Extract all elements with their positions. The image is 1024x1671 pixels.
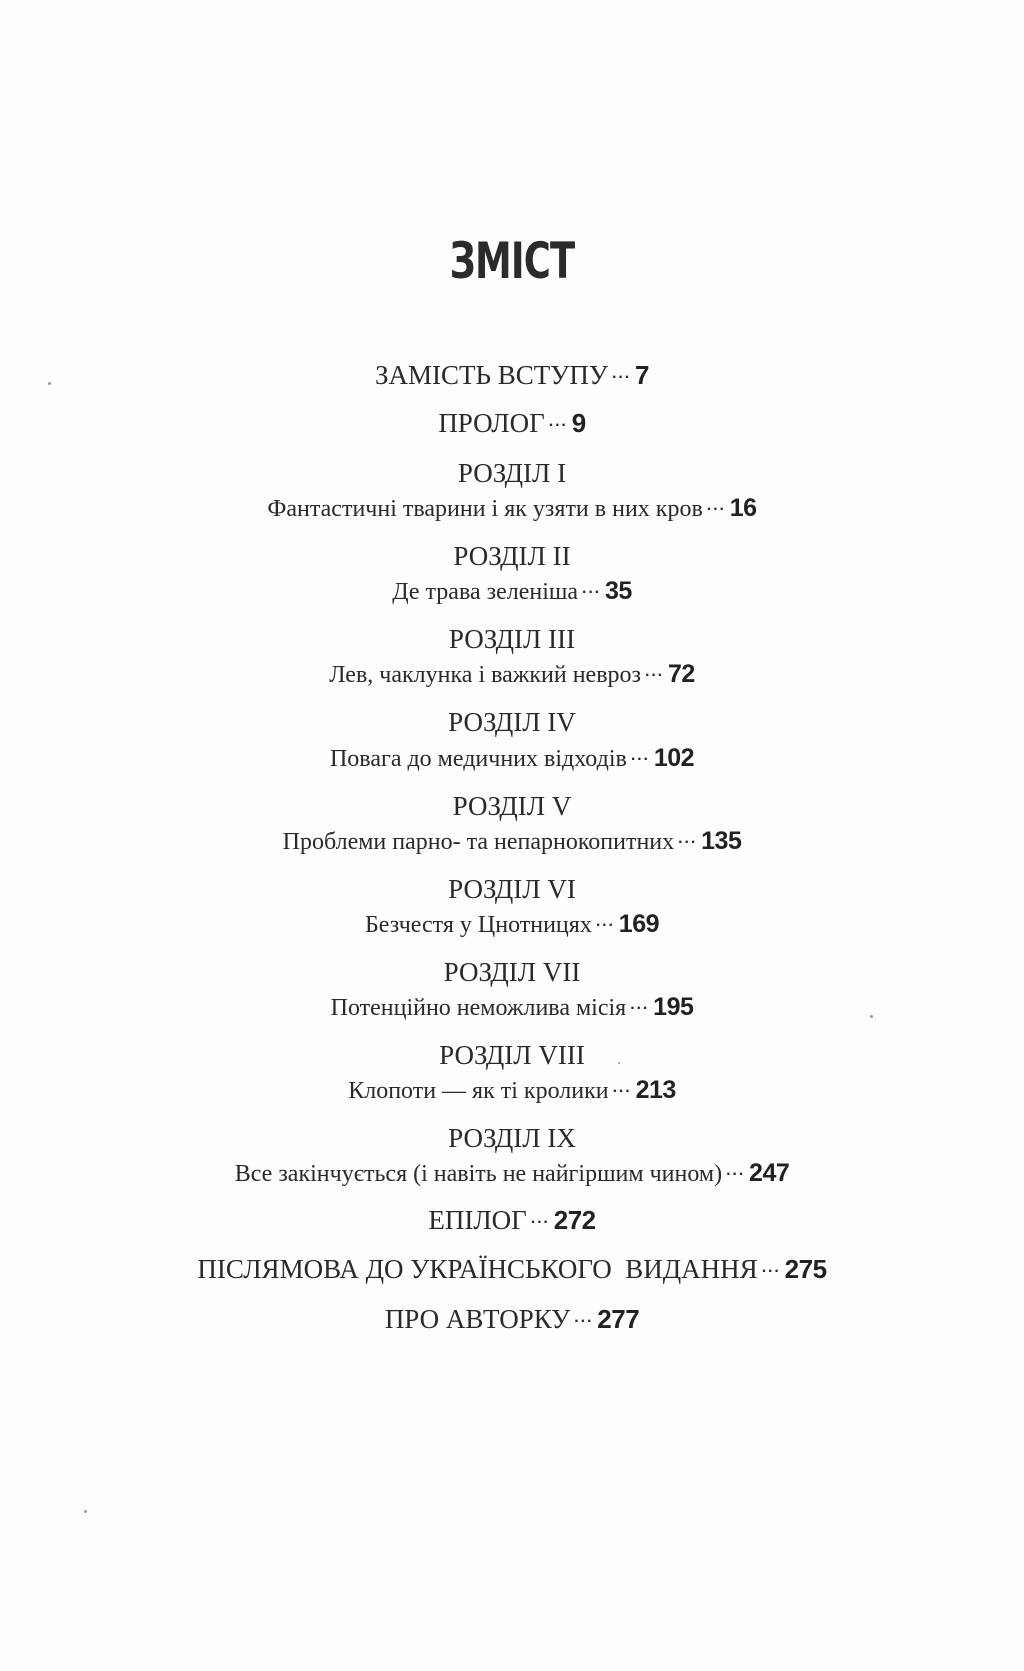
toc-page-number: 195 [653, 993, 694, 1021]
page-title: ЗМІСТ [449, 232, 575, 290]
toc-leader: ··· [761, 1262, 781, 1280]
toc-entry-chapter-8 [0, 1076, 1024, 1105]
paper-speck [870, 1015, 873, 1018]
toc-entry-chapter-3 [0, 660, 1024, 689]
toc-entry-label: Лев, чаклунка і важкий невроз [329, 662, 642, 688]
toc-chapter-heading: РОЗДІЛ II [453, 541, 571, 571]
toc-chapter-heading: РОЗДІЛ VI [448, 874, 576, 904]
toc-leader: ··· [548, 416, 568, 434]
toc-leader: ··· [612, 368, 632, 386]
paper-speck [48, 382, 51, 385]
toc-entry-label: ПРОЛОГ [438, 408, 545, 438]
toc-page-number: 72 [668, 660, 695, 688]
toc-entry-chapter-9 [0, 1159, 1024, 1188]
toc-entry-epilogue [0, 1205, 1024, 1236]
toc-leader: ··· [612, 1083, 632, 1101]
toc-leader: ··· [726, 1166, 746, 1184]
toc-leader: ··· [595, 917, 615, 935]
toc-entry-afterword [0, 1254, 1024, 1285]
toc-chapter-heading: РОЗДІЛ IX [448, 1123, 576, 1153]
toc-entry-chapter-5 [0, 827, 1024, 856]
toc-entry-label: Все закінчується (і навіть не найгіршим чином) [234, 1161, 723, 1187]
toc-page-number: 275 [784, 1254, 827, 1284]
toc-page-number: 9 [571, 408, 586, 438]
paper-speck [84, 1510, 87, 1513]
toc-leader: ··· [530, 1213, 550, 1231]
toc-entry-label: Клопоти — як ті кролики [348, 1078, 609, 1104]
toc-entry-label: Повага до медичних відходів [329, 746, 627, 772]
toc-page-number: 169 [618, 910, 660, 938]
toc-page-number: 277 [597, 1304, 640, 1334]
toc-page-number: 7 [635, 360, 649, 390]
toc-leader: ··· [645, 667, 664, 685]
toc-leader: ··· [574, 1312, 594, 1330]
toc-entry-label: ПРО АВТОРКУ [384, 1304, 571, 1334]
toc-entry-label: Де трава зеленіша [392, 579, 579, 605]
toc-page-number: 213 [635, 1076, 676, 1104]
toc-page-number: 102 [653, 744, 695, 772]
toc-leader: ··· [630, 1000, 650, 1018]
toc-leader: ··· [706, 501, 726, 519]
toc-leader: ··· [678, 834, 698, 852]
toc-leader: ··· [630, 751, 650, 769]
toc-entry-label: ПІСЛЯМОВА ДО УКРАЇНСЬКОГО ВИДАННЯ [197, 1254, 758, 1284]
toc-chapter-heading: РОЗДІЛ IV [448, 707, 576, 737]
toc-page-number: 35 [605, 577, 632, 605]
toc-entry-chapter-2 [0, 577, 1024, 606]
toc-entry-label: Потенційно неможлива місія [330, 995, 627, 1021]
toc-chapter-heading: РОЗДІЛ V [452, 791, 572, 821]
toc-entry-chapter-4 [0, 744, 1024, 773]
toc-page-number: 272 [553, 1205, 596, 1235]
toc-page-number: 16 [729, 494, 757, 522]
toc-entry-label: Проблеми парно- та непарнокопитних [282, 829, 675, 855]
toc-page-number: 247 [749, 1159, 790, 1187]
toc-entry-chapter-1 [0, 494, 1024, 523]
toc-entry-label: Безчестя у Цнотницях [364, 912, 592, 938]
paper-speck [618, 1062, 620, 1064]
toc-page-number: 135 [701, 827, 742, 855]
toc-entry-label: ЕПІЛОГ [428, 1205, 527, 1235]
toc-chapter-heading: РОЗДІЛ III [448, 624, 576, 654]
toc-leader: ··· [582, 584, 601, 602]
toc-chapter-heading: РОЗДІЛ VII [443, 957, 581, 987]
toc-chapter-heading: РОЗДІЛ VIII [439, 1040, 585, 1070]
toc-chapter-heading: РОЗДІЛ I [457, 458, 567, 488]
toc-entry-label: Фантастичні тварини і як узяти в них кров [267, 496, 703, 522]
toc-entry-label: ЗАМІСТЬ ВСТУПУ [375, 360, 609, 390]
toc-entry-prologue [0, 408, 1024, 439]
toc-entry-chapter-6 [0, 910, 1024, 939]
toc-entry-about-author [0, 1304, 1024, 1335]
toc-entry-intro [0, 360, 1024, 391]
